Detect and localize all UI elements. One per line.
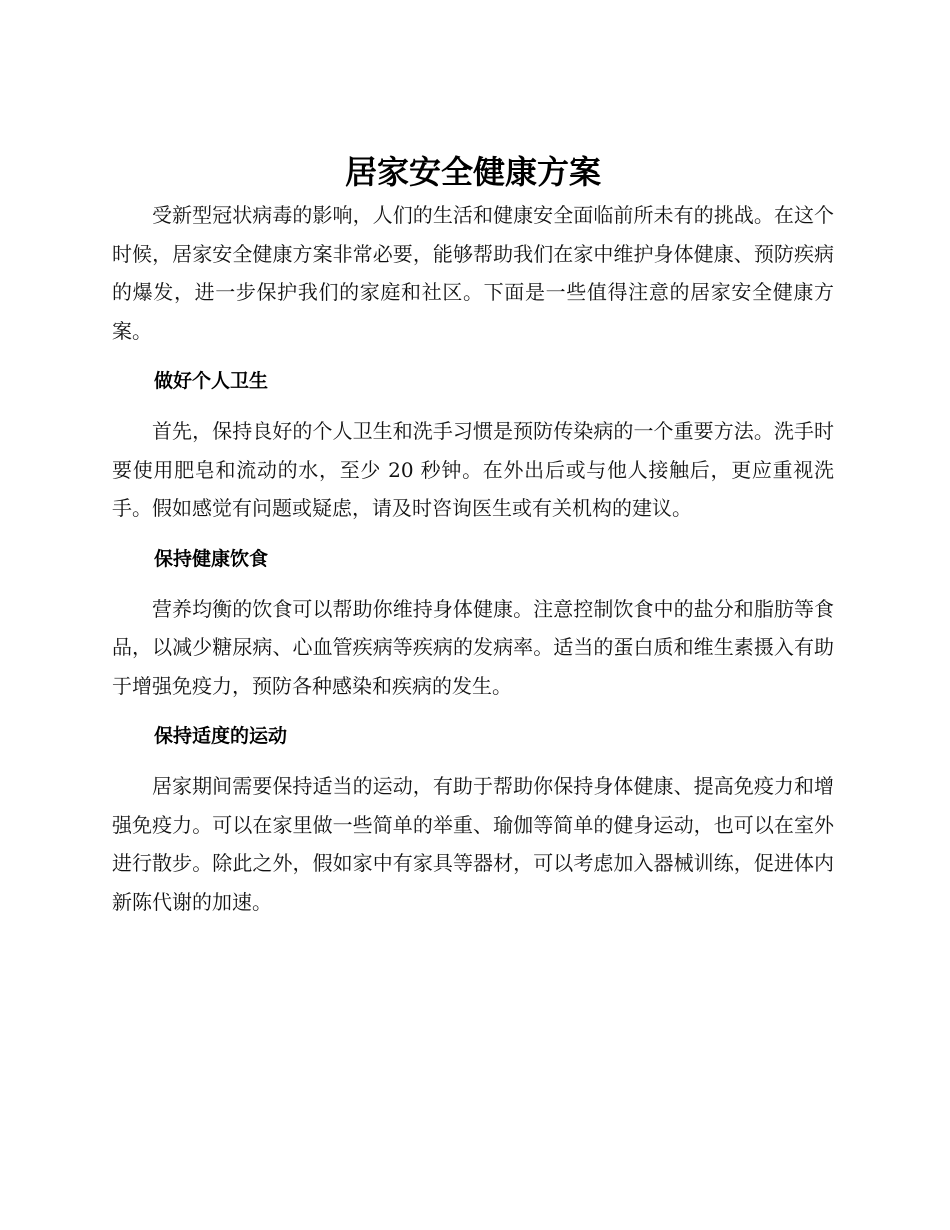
document-page: [112, 148, 834, 921]
intro-paragraph: 受新型冠状病毒的影响，人们的生活和健康安全面临前所未有的挑战。在这个时候，居家安全健康方案非常必要，能够帮助我们在家中维护身体健康、预防疾病的爆发，进一步保护我们的家庭和社区。下面是一些值得注意的居家安全健康方案。: [112, 203, 834, 343]
section-paragraph: 首先，保持良好的个人卫生和洗手习惯是预防传染病的一个重要方法。洗手时要使用肥皂和流动的水，至少 20 秒钟。在外出后或与他人接触后，更应重视洗手。假如感觉有问题或疑虑，请及时咨询医生或有关机构的建议。: [112, 419, 834, 520]
document-title: 居家安全健康方案: [344, 153, 601, 191]
section-paragraph: 居家期间需要保持适当的运动，有助于帮助你保持身体健康、提高免疫力和增强免疫力。可以在家里做一些简单的举重、瑜伽等简单的健身运动，也可以在室外进行散步。除此之外，假如家中有家具等器材，可以考虑加入器械训练，促进体内新陈代谢的加速。: [112, 774, 834, 914]
section-personal-hygiene: [112, 366, 834, 528]
section-healthy-diet: [112, 544, 834, 706]
section-heading: 保持健康饮食: [154, 547, 269, 570]
section-exercise: [112, 721, 834, 921]
section-heading: 做好个人卫生: [154, 370, 269, 392]
section-heading: 保持适度的运动: [154, 725, 288, 747]
section-paragraph: 营养均衡的饮食可以帮助你维持身体健康。注意控制饮食中的盐分和脂肪等食品，以减少糖尿病、心血管疾病等疾病的发病率。适当的蛋白质和维生素摄入有助于增强免疫力，预防各种感染和疾病的发生。: [112, 596, 834, 698]
